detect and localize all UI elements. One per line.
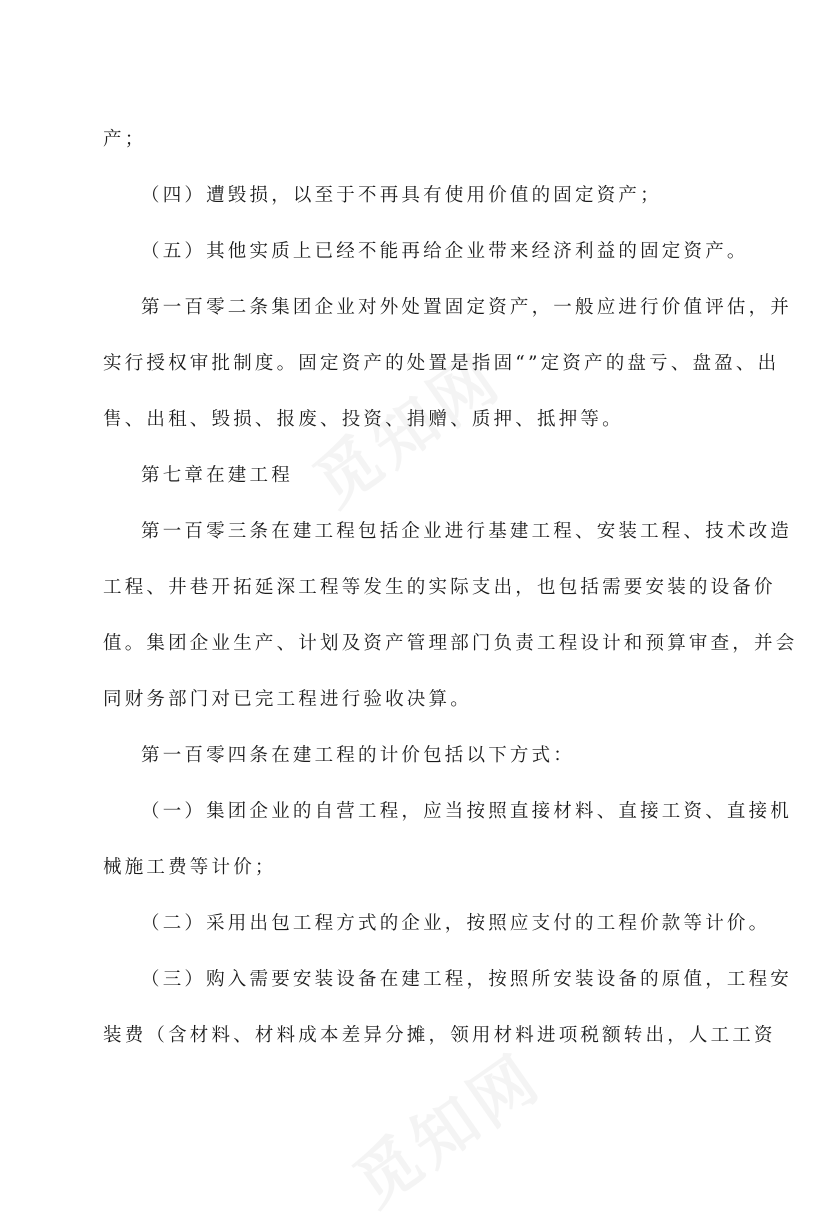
text-line: 第一百零三条在建工程包括企业进行基建工程、安装工程、技术改造: [141, 521, 793, 542]
text-line: 产；: [103, 129, 147, 150]
text-line: 同财务部门对已完工程进行验收决算。: [103, 689, 472, 710]
text-line: 械施工费等计价；: [103, 857, 277, 878]
text-line: （一）集团企业的自营工程，应当按照直接材料、直接工资、直接机: [141, 801, 793, 822]
text-line: （四）遭毁损，以至于不再具有使用价值的固定资产；: [141, 185, 662, 206]
text-line: 第一百零二条集团企业对外处置固定资产，一般应进行价值评估，并: [141, 297, 793, 318]
text-line: 实行授权审批制度。固定资产的处置是指固“”定资产的盘亏、盘盈、出: [103, 353, 780, 374]
text-line: 工程、井巷开拓延深工程等发生的实际支出，也包括需要安装的设备价: [103, 577, 776, 598]
text-line: 值。集团企业生产、计划及资产管理部门负责工程设计和预算审查，并会: [103, 633, 798, 654]
text-line: 售、出租、毁损、报废、投资、捐赠、质押、抵押等。: [103, 409, 624, 430]
watermark: [333, 1028, 558, 1224]
text-line: （五）其他实质上已经不能再给企业带来经济利益的固定资产。: [141, 241, 749, 262]
text-line: （三）购入需要安装设备在建工程，按照所安装设备的原值，工程安: [141, 969, 793, 990]
text-line: 装费（含材料、材料成本差异分摊，领用材料进项税额转出，人工工资: [103, 1025, 776, 1046]
text-line: （二）采用出包工程方式的企业，按照应支付的工程价款等计价。: [141, 913, 771, 934]
chapter-heading: 第七章在建工程: [141, 465, 293, 486]
text-line: 第一百零四条在建工程的计价包括以下方式：: [141, 745, 576, 766]
